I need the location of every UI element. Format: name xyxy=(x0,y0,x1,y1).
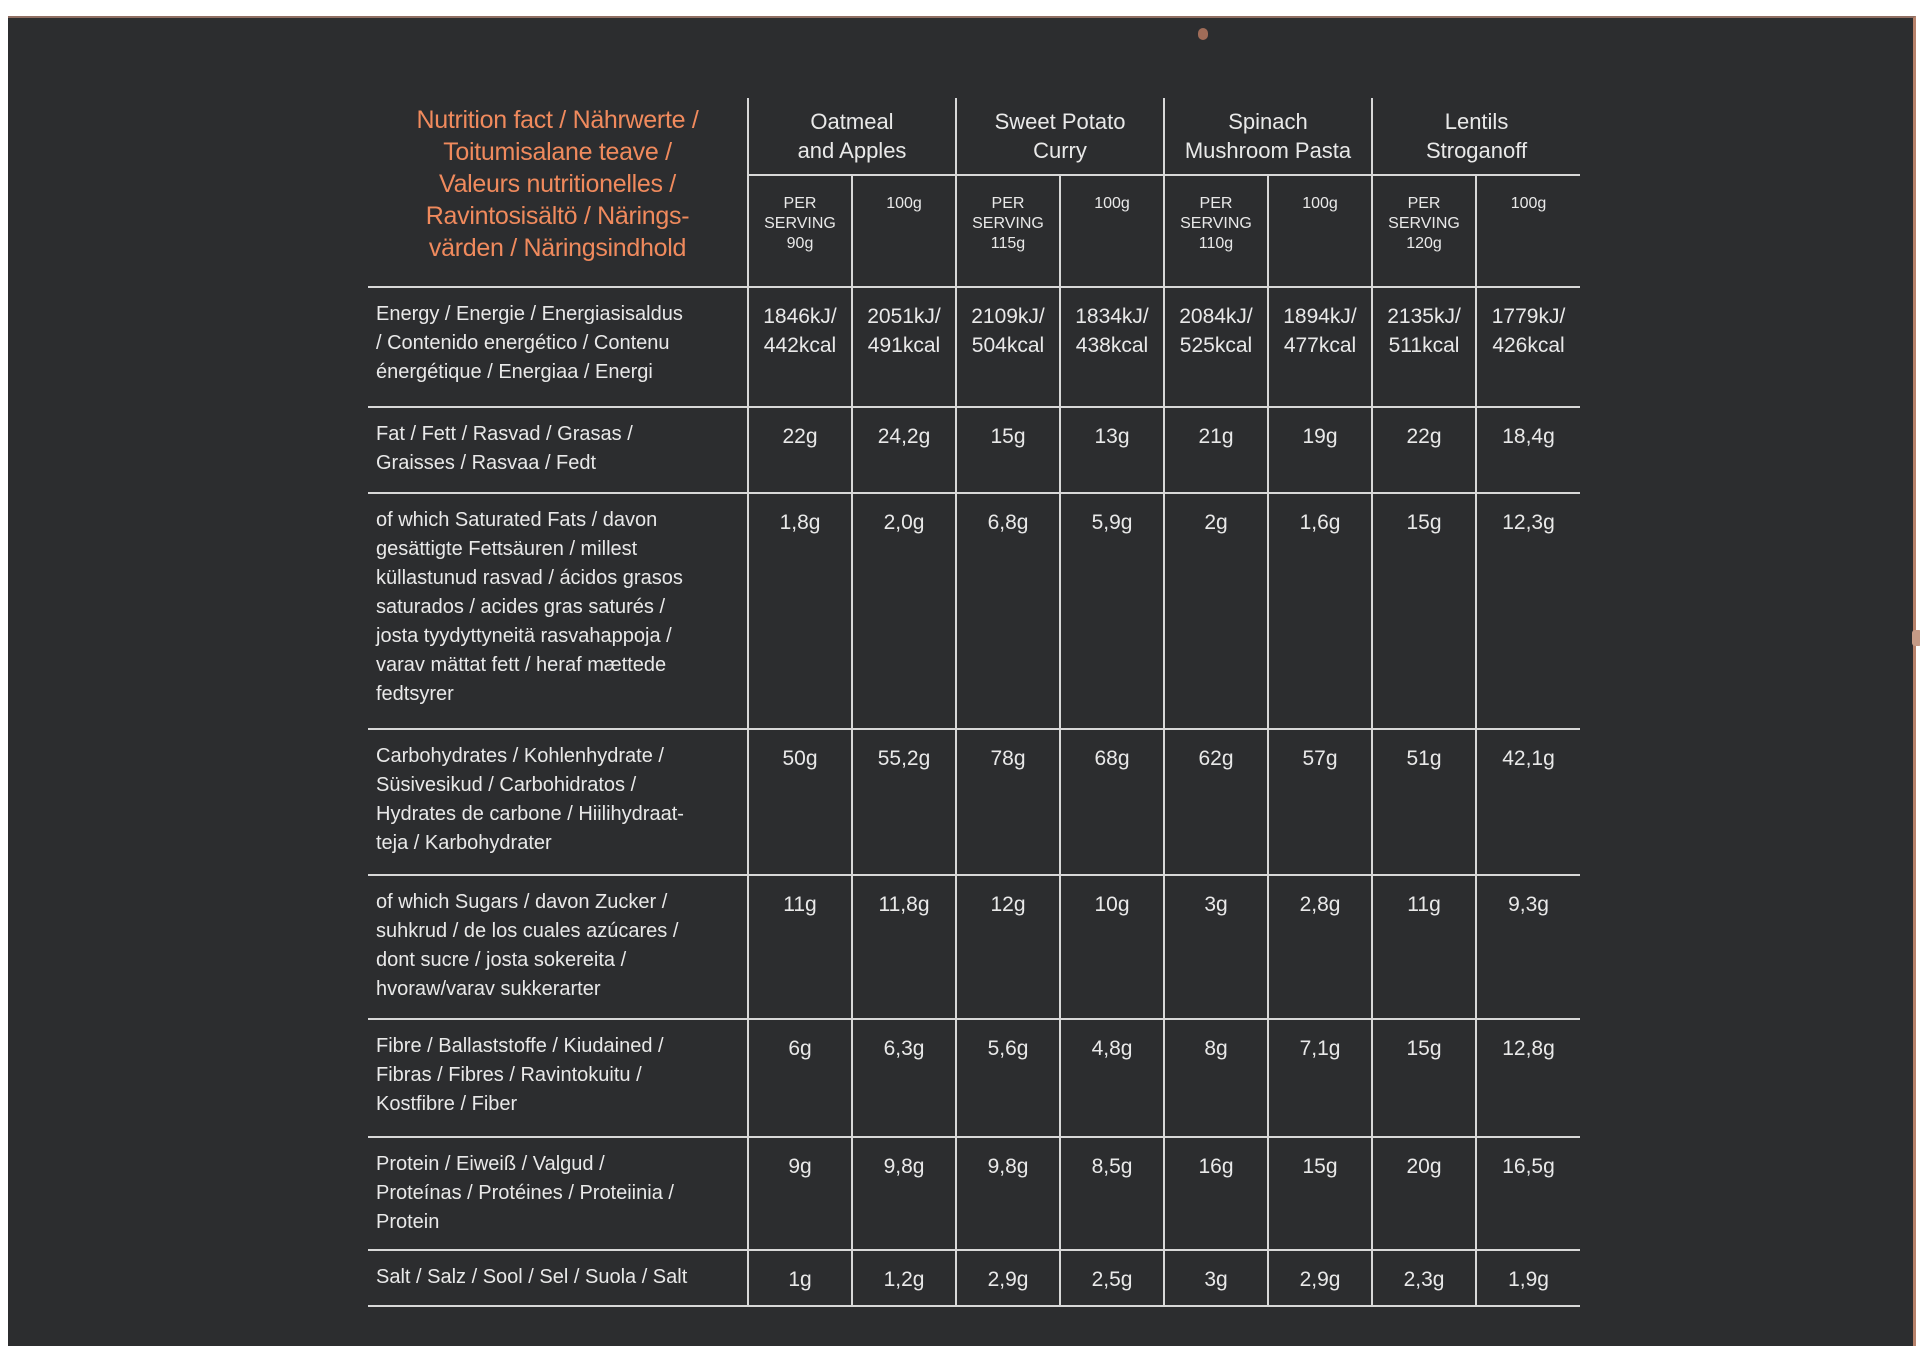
value-cell: 7,1g xyxy=(1268,1019,1372,1137)
value-cell: 15g xyxy=(1372,493,1476,729)
value-cell: 13g xyxy=(1060,407,1164,493)
value-cell: 2g xyxy=(1164,493,1268,729)
row-label: Protein / Eiweiß / Valgud / Proteínas / Protéines / Proteiinia / Protein xyxy=(368,1137,748,1250)
value-cell: 9g xyxy=(748,1137,852,1250)
table-title: Nutrition fact / Nährwerte / Toitumisalane teave / Valeurs nutritionelles / Ravintosisältö / Närings- värden / Näringsindhold xyxy=(368,98,748,287)
nutrition-table xyxy=(368,98,1580,1307)
product-name-lentils: Lentils Stroganoff xyxy=(1372,98,1580,175)
product-name-spinach: Spinach Mushroom Pasta xyxy=(1164,98,1372,175)
value-cell: 5,6g xyxy=(956,1019,1060,1137)
value-cell: 62g xyxy=(1164,729,1268,875)
row-label: of which Sugars / davon Zucker / suhkrud / de los cuales azúcares / dont sucre / josta sokereita / hvoraw/varav sukkerarter xyxy=(368,875,748,1019)
value-cell: 1g xyxy=(748,1250,852,1306)
value-cell: 21g xyxy=(1164,407,1268,493)
serving-header: PER SERVING 110g xyxy=(1164,175,1268,287)
value-cell: 2,3g xyxy=(1372,1250,1476,1306)
serving-header: PER SERVING 90g xyxy=(748,175,852,287)
value-cell: 11g xyxy=(748,875,852,1019)
value-cell: 2,9g xyxy=(956,1250,1060,1306)
product-header-row xyxy=(368,98,1580,175)
table-row-sugars xyxy=(368,875,1580,1019)
value-cell: 1834kJ/ 438kcal xyxy=(1060,287,1164,407)
board-edge-mark xyxy=(1912,630,1920,646)
value-cell: 2051kJ/ 491kcal xyxy=(852,287,956,407)
value-cell: 15g xyxy=(956,407,1060,493)
value-cell: 78g xyxy=(956,729,1060,875)
value-cell: 1894kJ/ 477kcal xyxy=(1268,287,1372,407)
value-cell: 42,1g xyxy=(1476,729,1580,875)
value-cell: 8g xyxy=(1164,1019,1268,1137)
value-cell: 12,3g xyxy=(1476,493,1580,729)
per100-header: 100g xyxy=(1476,175,1580,287)
value-cell: 2,8g xyxy=(1268,875,1372,1019)
value-cell: 12g xyxy=(956,875,1060,1019)
row-label: Fibre / Ballaststoffe / Kiudained / Fibras / Fibres / Ravintokuitu / Kostfibre / Fiber xyxy=(368,1019,748,1137)
value-cell: 68g xyxy=(1060,729,1164,875)
value-cell: 9,8g xyxy=(956,1137,1060,1250)
value-cell: 2084kJ/ 525kcal xyxy=(1164,287,1268,407)
value-cell: 1,2g xyxy=(852,1250,956,1306)
value-cell: 15g xyxy=(1372,1019,1476,1137)
value-cell: 51g xyxy=(1372,729,1476,875)
table-row-fibre xyxy=(368,1019,1580,1137)
value-cell: 9,3g xyxy=(1476,875,1580,1019)
per100-header: 100g xyxy=(852,175,956,287)
table-row-protein xyxy=(368,1137,1580,1250)
value-cell: 1779kJ/ 426kcal xyxy=(1476,287,1580,407)
table-row-energy xyxy=(368,287,1580,407)
row-label: Salt / Salz / Sool / Sel / Suola / Salt xyxy=(368,1250,748,1306)
value-cell: 2109kJ/ 504kcal xyxy=(956,287,1060,407)
serving-header: PER SERVING 120g xyxy=(1372,175,1476,287)
value-cell: 4,8g xyxy=(1060,1019,1164,1137)
value-cell: 11,8g xyxy=(852,875,956,1019)
row-label: Energy / Energie / Energiasisaldus / Contenido energético / Contenu énergétique / Energiaa / Energi xyxy=(368,287,748,407)
table-row-fat xyxy=(368,407,1580,493)
value-cell: 22g xyxy=(1372,407,1476,493)
value-cell: 15g xyxy=(1268,1137,1372,1250)
value-cell: 22g xyxy=(748,407,852,493)
value-cell: 1,9g xyxy=(1476,1250,1580,1306)
value-cell: 16,5g xyxy=(1476,1137,1580,1250)
per100-header: 100g xyxy=(1268,175,1372,287)
value-cell: 1,8g xyxy=(748,493,852,729)
value-cell: 20g xyxy=(1372,1137,1476,1250)
value-cell: 6g xyxy=(748,1019,852,1137)
value-cell: 11g xyxy=(1372,875,1476,1019)
value-cell: 2135kJ/ 511kcal xyxy=(1372,287,1476,407)
value-cell: 2,5g xyxy=(1060,1250,1164,1306)
value-cell: 6,8g xyxy=(956,493,1060,729)
value-cell: 2,9g xyxy=(1268,1250,1372,1306)
value-cell: 2,0g xyxy=(852,493,956,729)
value-cell: 3g xyxy=(1164,1250,1268,1306)
value-cell: 1,6g xyxy=(1268,493,1372,729)
product-name-oatmeal: Oatmeal and Apples xyxy=(748,98,956,175)
value-cell: 12,8g xyxy=(1476,1019,1580,1137)
value-cell: 10g xyxy=(1060,875,1164,1019)
value-cell: 6,3g xyxy=(852,1019,956,1137)
per100-header: 100g xyxy=(1060,175,1164,287)
value-cell: 5,9g xyxy=(1060,493,1164,729)
value-cell: 8,5g xyxy=(1060,1137,1164,1250)
table-row-salt xyxy=(368,1250,1580,1306)
row-label: of which Saturated Fats / davon gesättigte Fettsäuren / millest küllastunud rasvad / ácidos grasos saturados / acides gras saturés / josta tyydyttyneitä rasvahappoja / varav mättat fett / heraf mættede fedtsyrer xyxy=(368,493,748,729)
value-cell: 50g xyxy=(748,729,852,875)
value-cell: 16g xyxy=(1164,1137,1268,1250)
product-name-sweet-potato: Sweet Potato Curry xyxy=(956,98,1164,175)
value-cell: 24,2g xyxy=(852,407,956,493)
value-cell: 3g xyxy=(1164,875,1268,1019)
table-row-carbohydrates xyxy=(368,729,1580,875)
value-cell: 18,4g xyxy=(1476,407,1580,493)
board-notch xyxy=(1198,28,1208,40)
value-cell: 55,2g xyxy=(852,729,956,875)
value-cell: 19g xyxy=(1268,407,1372,493)
table-row-saturated-fats xyxy=(368,493,1580,729)
row-label: Fat / Fett / Rasvad / Grasas / Graisses / Rasvaa / Fedt xyxy=(368,407,748,493)
value-cell: 1846kJ/ 442kcal xyxy=(748,287,852,407)
value-cell: 57g xyxy=(1268,729,1372,875)
value-cell: 9,8g xyxy=(852,1137,956,1250)
serving-header: PER SERVING 115g xyxy=(956,175,1060,287)
nutrition-label-board xyxy=(8,16,1916,1346)
row-label: Carbohydrates / Kohlenhydrate / Süsivesikud / Carbohidratos / Hydrates de carbone / Hiilihydraat- teja / Karbohydrater xyxy=(368,729,748,875)
